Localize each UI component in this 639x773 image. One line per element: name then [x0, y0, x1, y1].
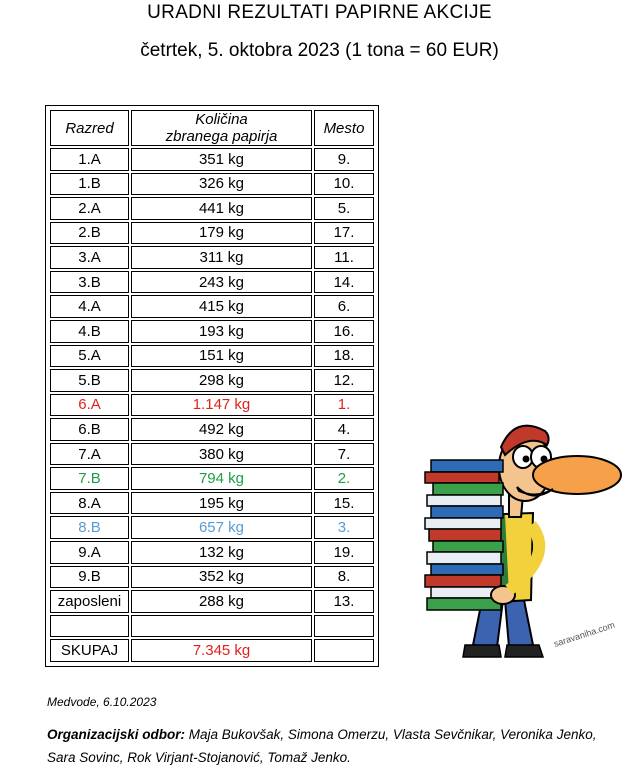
man-carrying-books-icon [405, 395, 630, 660]
table-header-row [50, 110, 374, 146]
cell-amount: 288 kg [131, 590, 312, 613]
cell-amount: 132 kg [131, 541, 312, 564]
cell-amount: 151 kg [131, 345, 312, 368]
cell-place: 15. [314, 492, 374, 515]
cell-class: 9.B [50, 566, 129, 589]
cell-amount: 352 kg [131, 566, 312, 589]
cell-place: 8. [314, 566, 374, 589]
cell-class: 1.A [50, 148, 129, 171]
table-row-empty [50, 615, 374, 638]
cell-amount: 1.147 kg [131, 394, 312, 417]
table-row [50, 148, 374, 171]
cell-class: 8.A [50, 492, 129, 515]
cell-place: 17. [314, 222, 374, 245]
cell-class: 7.B [50, 467, 129, 490]
cell-amount: 794 kg [131, 467, 312, 490]
table-row-third-place [50, 516, 374, 539]
cell-amount: 415 kg [131, 295, 312, 318]
table-row [50, 369, 374, 392]
committee-label: Organizacijski odbor: [47, 727, 186, 742]
cell-class: 7.A [50, 443, 129, 466]
cell-class: 4.A [50, 295, 129, 318]
table-row [50, 197, 374, 220]
table-row [50, 492, 374, 515]
date-line: Medvode, 6.10.2023 [47, 695, 157, 709]
cell-place: 4. [314, 418, 374, 441]
cell-amount: 657 kg [131, 516, 312, 539]
cell-place: 5. [314, 197, 374, 220]
cell-place: 3. [314, 516, 374, 539]
table-row [50, 418, 374, 441]
cell-amount: 492 kg [131, 418, 312, 441]
cell-place: 12. [314, 369, 374, 392]
total-value: 7.345 kg [131, 639, 312, 662]
table-row-total [50, 639, 374, 662]
table-row [50, 566, 374, 589]
cell-place: 6. [314, 295, 374, 318]
results-table [48, 108, 376, 664]
cell-place: 7. [314, 443, 374, 466]
header-amount-line1: Količina [195, 111, 248, 128]
cell-amount: 195 kg [131, 492, 312, 515]
cell-amount: 243 kg [131, 271, 312, 294]
table-row [50, 246, 374, 269]
cell-class: 4.B [50, 320, 129, 343]
cell-amount: 298 kg [131, 369, 312, 392]
table-row [50, 345, 374, 368]
cell-amount: 351 kg [131, 148, 312, 171]
cell-place: 10. [314, 173, 374, 196]
cell-class: 6.B [50, 418, 129, 441]
cell-place: 2. [314, 467, 374, 490]
cell-class: 6.A [50, 394, 129, 417]
cell-class: 3.A [50, 246, 129, 269]
organizing-committee [47, 723, 622, 769]
header-amount [131, 110, 312, 146]
table-row-first-place [50, 394, 374, 417]
page-subtitle: četrtek, 5. oktobra 2023 (1 tona = 60 EUR) [140, 40, 499, 61]
cell-class: 9.A [50, 541, 129, 564]
table-row-second-place [50, 467, 374, 490]
cell-place: 11. [314, 246, 374, 269]
cell-class: 8.B [50, 516, 129, 539]
cell-class: 5.B [50, 369, 129, 392]
results-table-frame [45, 105, 379, 667]
cell-amount: 193 kg [131, 320, 312, 343]
cell-place: 1. [314, 394, 374, 417]
cell-amount: 380 kg [131, 443, 312, 466]
cell-class: zaposleni [50, 590, 129, 613]
header-place: Mesto [314, 110, 374, 146]
cell-class: 2.B [50, 222, 129, 245]
cell-class: 2.A [50, 197, 129, 220]
table-row [50, 271, 374, 294]
committee-members: Maja Bukovšak, Simona Omerzu, Vlasta Sevčnikar, Veronika Jenko, Sara Sovinc, Rok Virjant-Stojanović, Tomaž Jenko. [47, 727, 597, 765]
cell-place: 9. [314, 148, 374, 171]
cell-class: 5.A [50, 345, 129, 368]
cell-place: 19. [314, 541, 374, 564]
cell-amount: 311 kg [131, 246, 312, 269]
table-row [50, 443, 374, 466]
table-row [50, 295, 374, 318]
watermark-text: saravaniha.com [552, 619, 617, 649]
table-row [50, 590, 374, 613]
header-amount-line2: zbranega papirja [165, 128, 278, 145]
cell-amount: 441 kg [131, 197, 312, 220]
table-row [50, 320, 374, 343]
cell-class: 1.B [50, 173, 129, 196]
table-row [50, 173, 374, 196]
table-row [50, 222, 374, 245]
total-label: SKUPAJ [50, 639, 129, 662]
cell-place: 13. [314, 590, 374, 613]
table-row [50, 541, 374, 564]
cell-amount: 326 kg [131, 173, 312, 196]
cell-place: 16. [314, 320, 374, 343]
cell-place: 18. [314, 345, 374, 368]
cell-amount: 179 kg [131, 222, 312, 245]
page-title: URADNI REZULTATI PAPIRNE AKCIJE [147, 2, 492, 23]
header-class: Razred [50, 110, 129, 146]
cell-place: 14. [314, 271, 374, 294]
cell-class: 3.B [50, 271, 129, 294]
